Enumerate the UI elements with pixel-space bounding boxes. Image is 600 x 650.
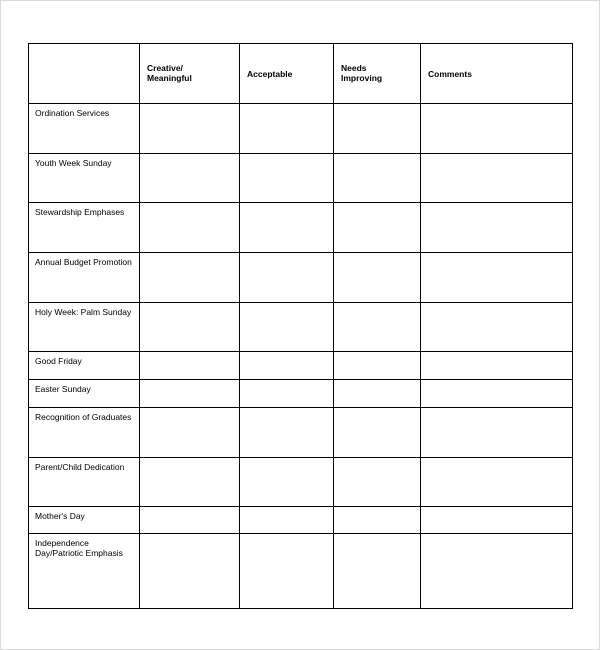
comments-cell[interactable] — [421, 303, 573, 352]
rating-cell[interactable] — [240, 104, 334, 154]
row-label: Youth Week Sunday — [29, 154, 140, 203]
rating-cell[interactable] — [240, 458, 334, 507]
rating-cell[interactable] — [240, 352, 334, 380]
rating-cell[interactable] — [140, 154, 240, 203]
rating-cell[interactable] — [240, 303, 334, 352]
rating-cell[interactable] — [334, 408, 421, 458]
table-row — [29, 380, 573, 408]
rating-cell[interactable] — [334, 104, 421, 154]
rating-cell[interactable] — [140, 507, 240, 534]
comments-cell[interactable] — [421, 203, 573, 253]
rating-cell[interactable] — [140, 408, 240, 458]
rating-cell[interactable] — [240, 507, 334, 534]
comments-cell[interactable] — [421, 534, 573, 609]
rating-cell[interactable] — [240, 253, 334, 303]
rating-cell[interactable] — [334, 534, 421, 609]
rating-cell[interactable] — [240, 203, 334, 253]
rating-cell[interactable] — [240, 534, 334, 609]
rating-cell[interactable] — [334, 458, 421, 507]
table-row — [29, 203, 573, 253]
table-row — [29, 104, 573, 154]
rating-cell[interactable] — [334, 507, 421, 534]
rating-cell[interactable] — [334, 303, 421, 352]
evaluation-table — [28, 43, 573, 609]
rating-cell[interactable] — [140, 534, 240, 609]
row-label: Easter Sunday — [29, 380, 140, 408]
table-row — [29, 507, 573, 534]
table-row — [29, 303, 573, 352]
row-label: Good Friday — [29, 352, 140, 380]
row-label: Recognition of Graduates — [29, 408, 140, 458]
comments-cell[interactable] — [421, 104, 573, 154]
rating-cell[interactable] — [334, 352, 421, 380]
rating-cell[interactable] — [140, 253, 240, 303]
header-row — [29, 44, 573, 104]
rating-cell[interactable] — [140, 380, 240, 408]
row-label: Independence Day/Patriotic Emphasis — [29, 534, 140, 609]
table-row — [29, 154, 573, 203]
row-label: Stewardship Emphases — [29, 203, 140, 253]
row-label: Holy Week: Palm Sunday — [29, 303, 140, 352]
table-row — [29, 253, 573, 303]
header-blank-cell — [29, 44, 140, 104]
row-label: Mother's Day — [29, 507, 140, 534]
header-creative-meaningful: Creative/ Meaningful — [140, 44, 240, 104]
header-comments: Comments — [421, 44, 573, 104]
comments-cell[interactable] — [421, 507, 573, 534]
rating-cell[interactable] — [140, 104, 240, 154]
comments-cell[interactable] — [421, 408, 573, 458]
table-row — [29, 352, 573, 380]
comments-cell[interactable] — [421, 380, 573, 408]
table-row — [29, 534, 573, 609]
row-label: Annual Budget Promotion — [29, 253, 140, 303]
rating-cell[interactable] — [140, 203, 240, 253]
rating-cell[interactable] — [334, 203, 421, 253]
rating-cell[interactable] — [334, 380, 421, 408]
comments-cell[interactable] — [421, 352, 573, 380]
comments-cell[interactable] — [421, 154, 573, 203]
rating-cell[interactable] — [240, 380, 334, 408]
table-row — [29, 408, 573, 458]
table-row — [29, 458, 573, 507]
rating-cell[interactable] — [240, 408, 334, 458]
rating-cell[interactable] — [240, 154, 334, 203]
comments-cell[interactable] — [421, 253, 573, 303]
header-acceptable: Acceptable — [240, 44, 334, 104]
row-label: Parent/Child Dedication — [29, 458, 140, 507]
rating-cell[interactable] — [334, 154, 421, 203]
header-needs-improving: Needs Improving — [334, 44, 421, 104]
rating-cell[interactable] — [334, 253, 421, 303]
comments-cell[interactable] — [421, 458, 573, 507]
row-label: Ordination Services — [29, 104, 140, 154]
rating-cell[interactable] — [140, 352, 240, 380]
rating-cell[interactable] — [140, 303, 240, 352]
rating-cell[interactable] — [140, 458, 240, 507]
